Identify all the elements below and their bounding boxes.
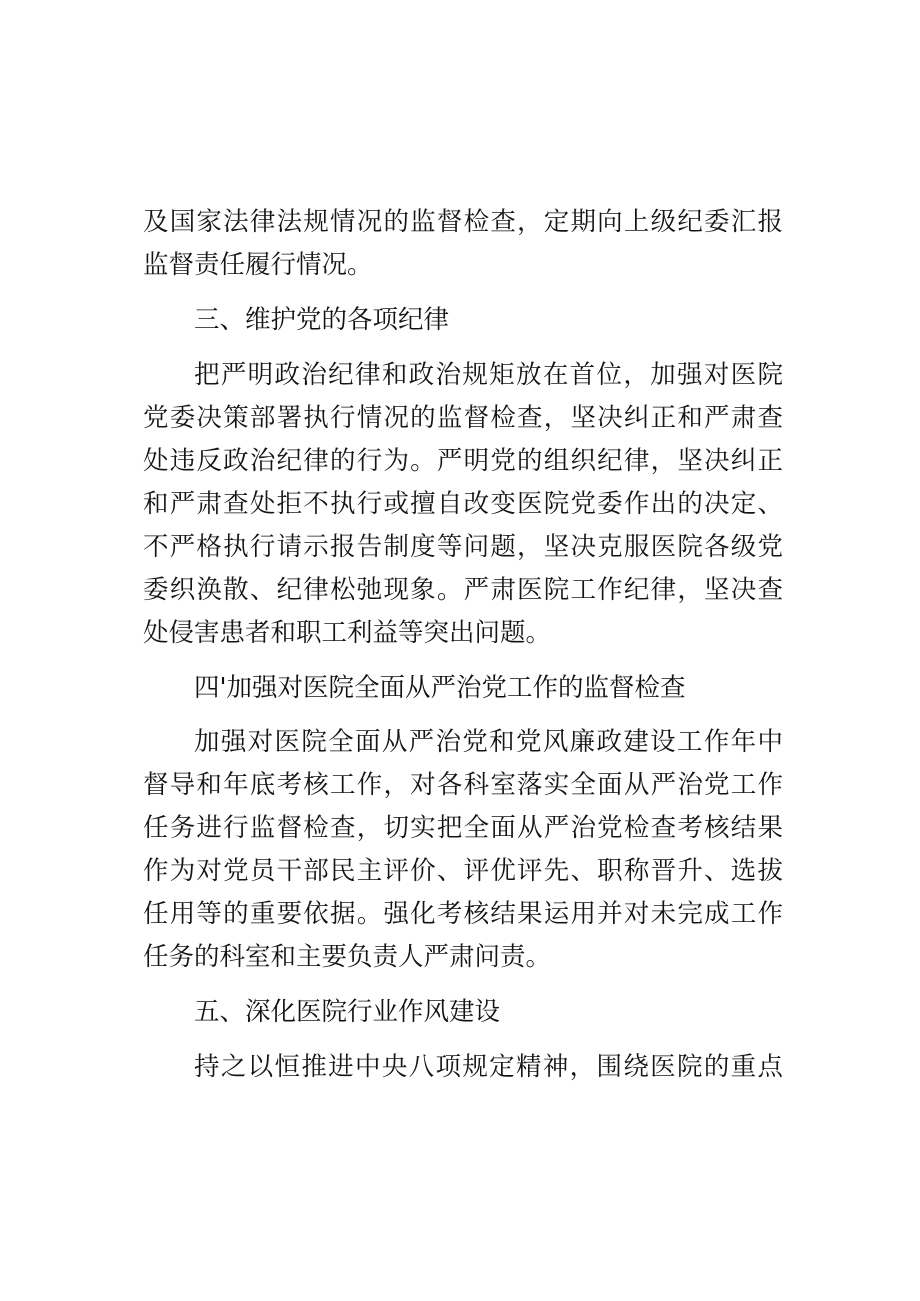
text-line: 任用等的重要依据。强化考核结果运用并对未完成工作	[143, 899, 783, 929]
text-line: 加强对医院全面从严治党和党风廉政建设工作年中	[194, 727, 783, 757]
text-line: 任务进行监督检查，切实把全面从严治党检查考核结果	[143, 813, 783, 843]
text-line: 持之以恒推进中央八项规定精神，围绕医院的重点	[194, 1052, 783, 1082]
paragraph-continuation	[143, 201, 783, 287]
paragraph-section-5	[143, 1046, 783, 1089]
text-line: 及国家法律法规情况的监督检查，定期向上级纪委汇报	[143, 207, 783, 237]
section-heading-3: 三、维护党的各项纪律	[194, 305, 450, 335]
text-line: 督导和年底考核工作，对各科室落实全面从严治党工作	[143, 770, 783, 800]
text-line: 党委决策部署执行情况的监督检查，坚决纠正和严肃查	[143, 403, 783, 433]
text-line: 委织涣散、纪律松弛现象。严肃医院工作纪律，坚决查	[143, 575, 783, 605]
paragraph-section-4	[143, 721, 783, 979]
text-line: 监督责任履行情况。	[143, 250, 373, 280]
text-line: 任务的科室和主要负责人严肃问责。	[143, 942, 552, 972]
text-line: 把严明政治纪律和政治规矩放在首位，加强对医院	[194, 360, 783, 390]
text-line: 作为对党员干部民主评价、评优评先、职称晋升、选拔	[143, 856, 783, 886]
text-line: 不严格执行请示报告制度等问题，坚决克服医院各级党	[143, 532, 783, 562]
section-heading-4: 四'加强对医院全面从严治党工作的监督检查	[194, 673, 686, 703]
text-line: 处违反政治纪律的行为。严明党的组织纪律，坚决纠正	[143, 446, 783, 476]
section-heading-5: 五、深化医院行业作风建设	[194, 997, 501, 1027]
text-line: 处侵害患者和职工利益等突出问题。	[143, 618, 552, 648]
paragraph-section-3	[143, 354, 783, 655]
text-line: 和严肃查处拒不执行或擅自改变医院党委作出的决定、	[143, 489, 783, 519]
